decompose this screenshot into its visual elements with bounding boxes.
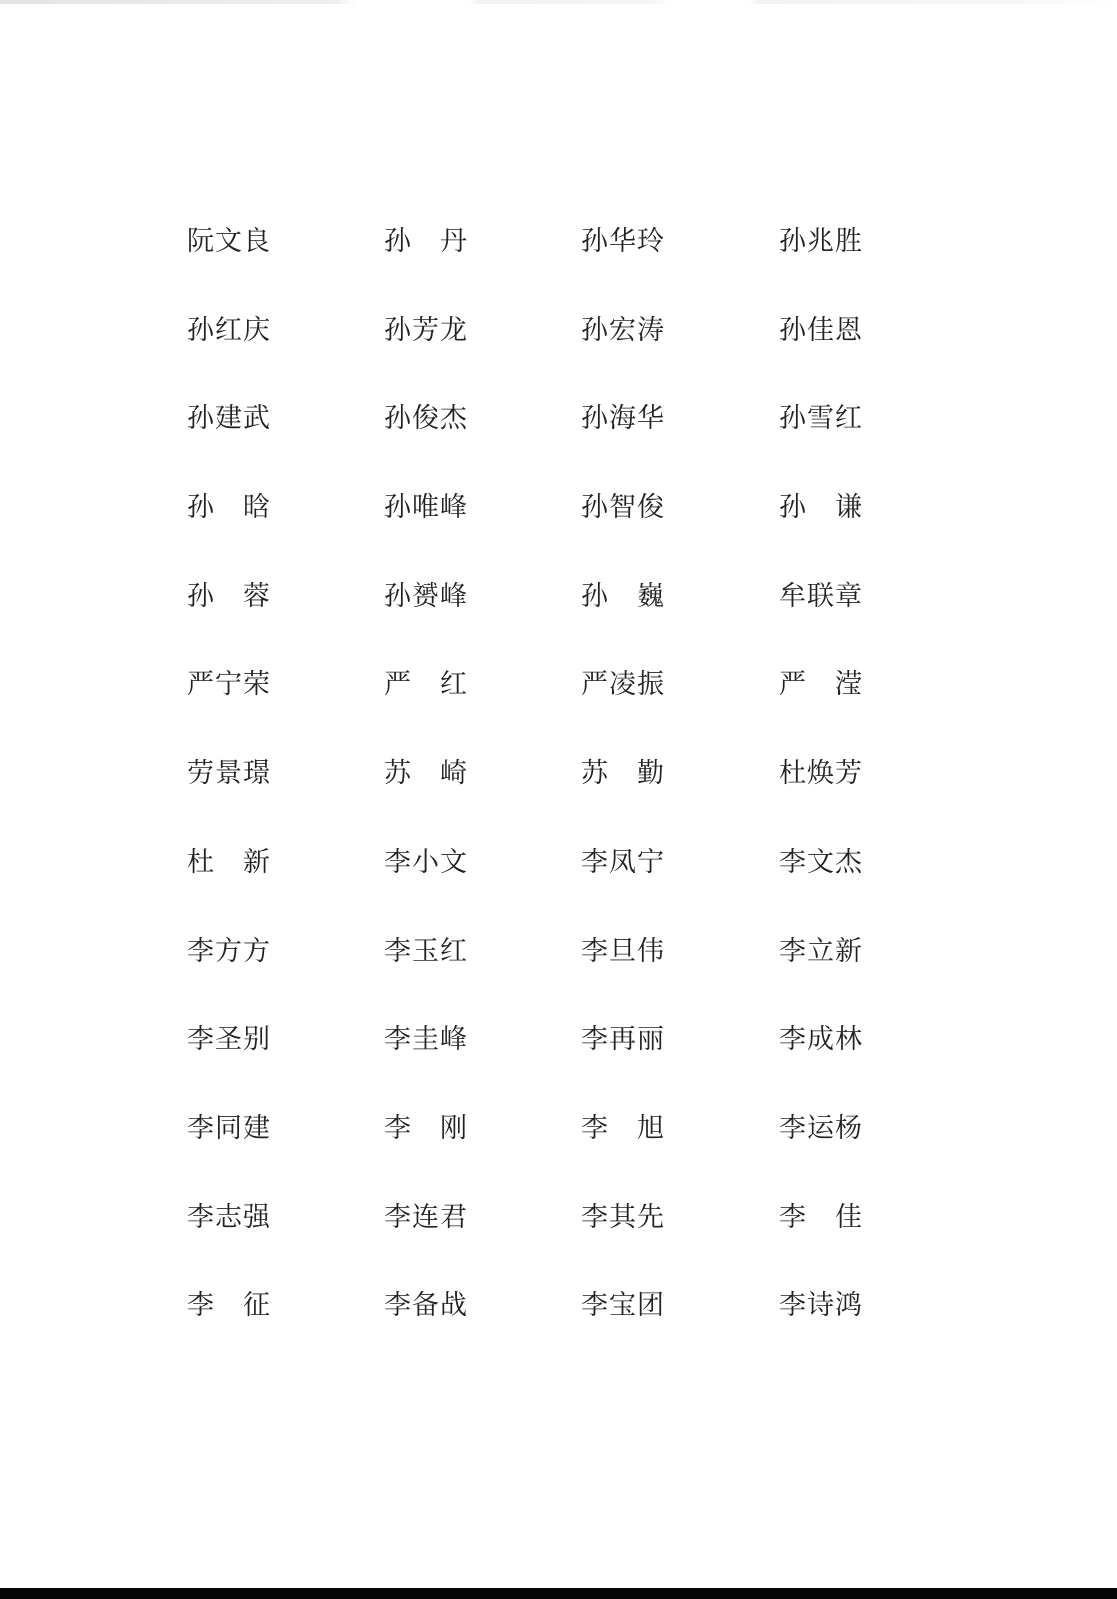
name-entry: 孙唯峰 bbox=[384, 492, 468, 524]
name-entry: 孙芳龙 bbox=[384, 314, 468, 346]
name-entry: 孙佳恩 bbox=[779, 314, 863, 346]
name-entry: 孙 巍 bbox=[581, 580, 665, 612]
name-entry: 李圣别 bbox=[187, 1024, 271, 1056]
scan-edge-top bbox=[0, 0, 1117, 4]
name-entry: 牟联章 bbox=[779, 580, 863, 612]
name-entry: 李再丽 bbox=[581, 1024, 665, 1056]
name-entry: 严 滢 bbox=[779, 669, 863, 701]
name-entry: 孙雪红 bbox=[779, 403, 863, 435]
name-entry: 李立新 bbox=[779, 935, 863, 967]
name-entry: 李运杨 bbox=[779, 1112, 863, 1144]
name-entry: 孙红庆 bbox=[187, 314, 271, 346]
name-list-grid bbox=[187, 222, 899, 1375]
name-entry: 孙 蓉 bbox=[187, 580, 271, 612]
name-entry: 李备战 bbox=[384, 1290, 468, 1322]
name-entry: 劳景璟 bbox=[187, 758, 271, 790]
name-entry: 李旦伟 bbox=[581, 935, 665, 967]
name-entry: 孙海华 bbox=[581, 403, 665, 435]
name-entry: 孙宏涛 bbox=[581, 314, 665, 346]
name-entry: 孙俊杰 bbox=[384, 403, 468, 435]
name-entry: 李成林 bbox=[779, 1024, 863, 1056]
scan-edge-bottom bbox=[0, 1588, 1117, 1599]
name-entry: 孙 谦 bbox=[779, 492, 863, 524]
name-entry: 李 旭 bbox=[581, 1112, 665, 1144]
name-entry: 阮文良 bbox=[187, 226, 271, 257]
name-entry: 李玉红 bbox=[384, 935, 468, 967]
name-entry: 李 佳 bbox=[779, 1201, 863, 1233]
name-entry: 孙建武 bbox=[187, 403, 271, 435]
name-entry: 李连君 bbox=[384, 1201, 468, 1233]
name-entry: 李志强 bbox=[187, 1201, 271, 1233]
name-entry: 李 刚 bbox=[384, 1112, 468, 1144]
name-entry: 李诗鸿 bbox=[779, 1290, 863, 1322]
name-entry: 李 征 bbox=[187, 1290, 271, 1322]
name-entry: 李方方 bbox=[187, 935, 271, 967]
name-entry: 严 红 bbox=[384, 669, 468, 701]
name-entry: 李宝团 bbox=[581, 1290, 665, 1322]
name-entry: 苏 崎 bbox=[384, 758, 468, 790]
name-entry: 李小文 bbox=[384, 846, 468, 878]
name-entry: 孙 丹 bbox=[384, 226, 468, 257]
name-entry: 孙赟峰 bbox=[384, 580, 468, 612]
name-entry: 严凌振 bbox=[581, 669, 665, 701]
name-entry: 李凤宁 bbox=[581, 846, 665, 878]
name-entry: 严宁荣 bbox=[187, 669, 271, 701]
name-entry: 李同建 bbox=[187, 1112, 271, 1144]
name-entry: 苏 勤 bbox=[581, 758, 665, 790]
name-entry: 杜 新 bbox=[187, 846, 271, 878]
name-entry: 杜焕芳 bbox=[779, 758, 863, 790]
name-entry: 孙 晗 bbox=[187, 492, 271, 524]
name-entry: 孙华玲 bbox=[581, 226, 665, 257]
name-entry: 李圭峰 bbox=[384, 1024, 468, 1056]
name-entry: 孙兆胜 bbox=[779, 226, 863, 257]
name-entry: 孙智俊 bbox=[581, 492, 665, 524]
name-entry: 李文杰 bbox=[779, 846, 863, 878]
name-entry: 李其先 bbox=[581, 1201, 665, 1233]
